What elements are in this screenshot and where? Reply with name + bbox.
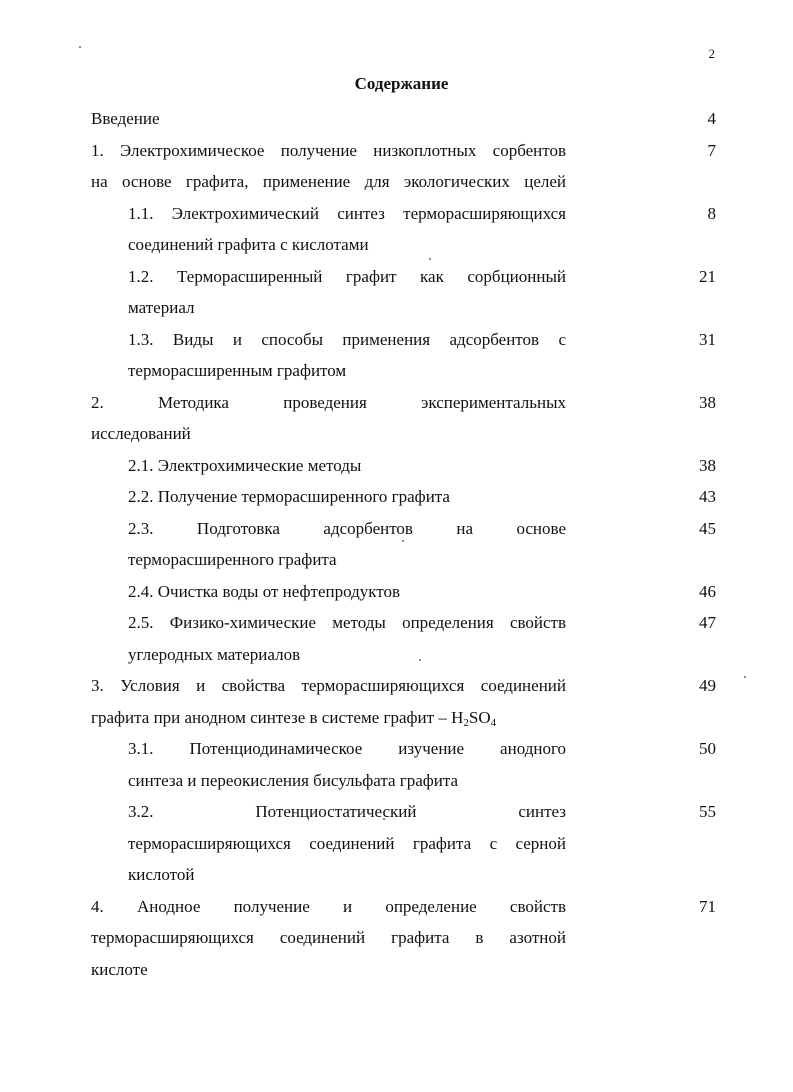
toc-entry-text [128,513,566,576]
toc-entry-text [128,796,566,891]
toc-entry-line: 2.2. Получение терморасширенного графита [128,487,450,506]
toc-title: Содержание [354,74,449,93]
toc-entry-text [91,891,566,986]
toc-entry-page: 46 [699,581,716,601]
toc-entry-page: 7 [707,140,716,160]
toc-entry-page: 50 [699,739,716,758]
toc-entry-line: 2.3. Подготовка адсорбентов на основе [128,518,566,538]
toc-entry-line: 2.5. Физико-химические методы определения свойств [128,613,566,632]
toc-entry-page: 38 [699,455,716,475]
toc-entry-page: 47 [699,613,716,632]
toc-entry-line: 1.1. Электрохимический синтез терморасширяющихся [128,203,566,223]
toc-entry-page: 21 [699,266,716,286]
toc-entry-line: 3.1. Потенциодинамическое изучение анодного [128,739,566,758]
toc-entry-line: 2.1. Электрохимические методы [128,455,362,475]
toc-entry-line: терморасширяющихся соединений графита в азотной [91,928,566,947]
toc-entry-line: 2. Методика проведения экспериментальных [91,392,566,412]
toc-entry-line: 1.2. Терморасширенный графит как сорбционный [128,266,566,286]
toc-entry-line: 1. Электрохимическое получение низкоплотных сорбентов [91,140,566,160]
toc-entry-line: кислотой [128,865,195,884]
toc-entry-page: 4 [707,109,716,128]
toc-entry-page: 43 [699,487,716,506]
subscript: 2 [463,716,469,729]
toc-entry-text [91,387,566,450]
toc-entry-chapter-1 [0,135,793,198]
toc-entry-line: 3.2. Потенциостатический синтез [128,802,566,821]
toc-entry-text [128,576,566,608]
toc-entry-line-text: SO [468,707,491,727]
toc-entry-line [91,702,566,734]
toc-entry-line: соединений графита с кислотами [128,235,369,254]
toc-entry-line: терморасширяющихся соединений графита с серной [128,833,566,853]
toc-entry-section-1-1 [0,198,793,261]
toc-entry-text [128,481,566,513]
toc-entry-page: 8 [707,203,716,223]
toc-entry-text [91,135,566,198]
toc-entry-section-1-3 [0,324,793,387]
toc-entry-line: терморасширенным графитом [128,361,347,380]
toc-entry-text [128,198,566,261]
subscript: 4 [490,716,497,729]
toc-entry-line: материал [128,298,195,317]
toc-entry-section-3-2 [0,796,793,891]
toc-entry-section-1-2 [0,261,793,324]
toc-entry-line: исследований [91,424,191,443]
toc-entry-text [128,607,566,670]
toc-entry-text [128,261,566,324]
toc-entry-chapter-4 [0,891,793,986]
toc-entry-section-2-1 [0,450,793,482]
toc-entry-line: углеродных материалов [128,644,301,664]
toc-entry-section-3-1 [0,733,793,796]
toc-entry-chapter-2 [0,387,793,450]
toc-entry-page: 45 [699,518,716,538]
toc-entry-line: на основе графита, применение для экологических целей [91,172,566,191]
toc-entry-text [91,103,566,135]
toc-entry-introduction [0,103,793,135]
toc-entry-line: 1.3. Виды и способы применения адсорбентов с [128,329,566,349]
toc-entry-page: 49 [699,676,716,695]
toc-entry-page: 55 [699,802,716,821]
toc-entry-section-2-3 [0,513,793,576]
toc-entry-line: синтеза и переокисления бисульфата графита [128,770,459,790]
toc-entry-line: 2.4. Очистка воды от нефтепродуктов [128,581,401,601]
toc-entry-line-text: графита при анодном синтезе в системе графит – H [91,707,464,727]
toc-entry-text [128,450,566,482]
toc-entry-text [128,733,566,796]
toc-entry-text [91,670,566,733]
toc-entry-section-2-5 [0,607,793,670]
toc-entry-chapter-3 [0,670,793,733]
toc-entry-line: 4. Анодное получение и определение свойств [91,896,566,916]
toc-entry-text [128,324,566,387]
toc-entry-section-2-2 [0,481,793,513]
toc-entry-page: 38 [699,392,716,412]
toc-entry-section-2-4 [0,576,793,608]
table-of-contents [0,103,793,985]
toc-entry-line: кислоте [91,959,148,979]
toc-entry-page: 71 [699,896,716,916]
page-number: 2 [708,46,715,61]
toc-entry-page: 31 [699,329,716,349]
toc-entry-line: 3. Условия и свойства терморасширяющихся соединений [91,676,566,695]
scan-speck [79,46,81,48]
toc-entry-line: Введение [91,109,160,128]
toc-entry-line: терморасширенного графита [128,550,337,569]
